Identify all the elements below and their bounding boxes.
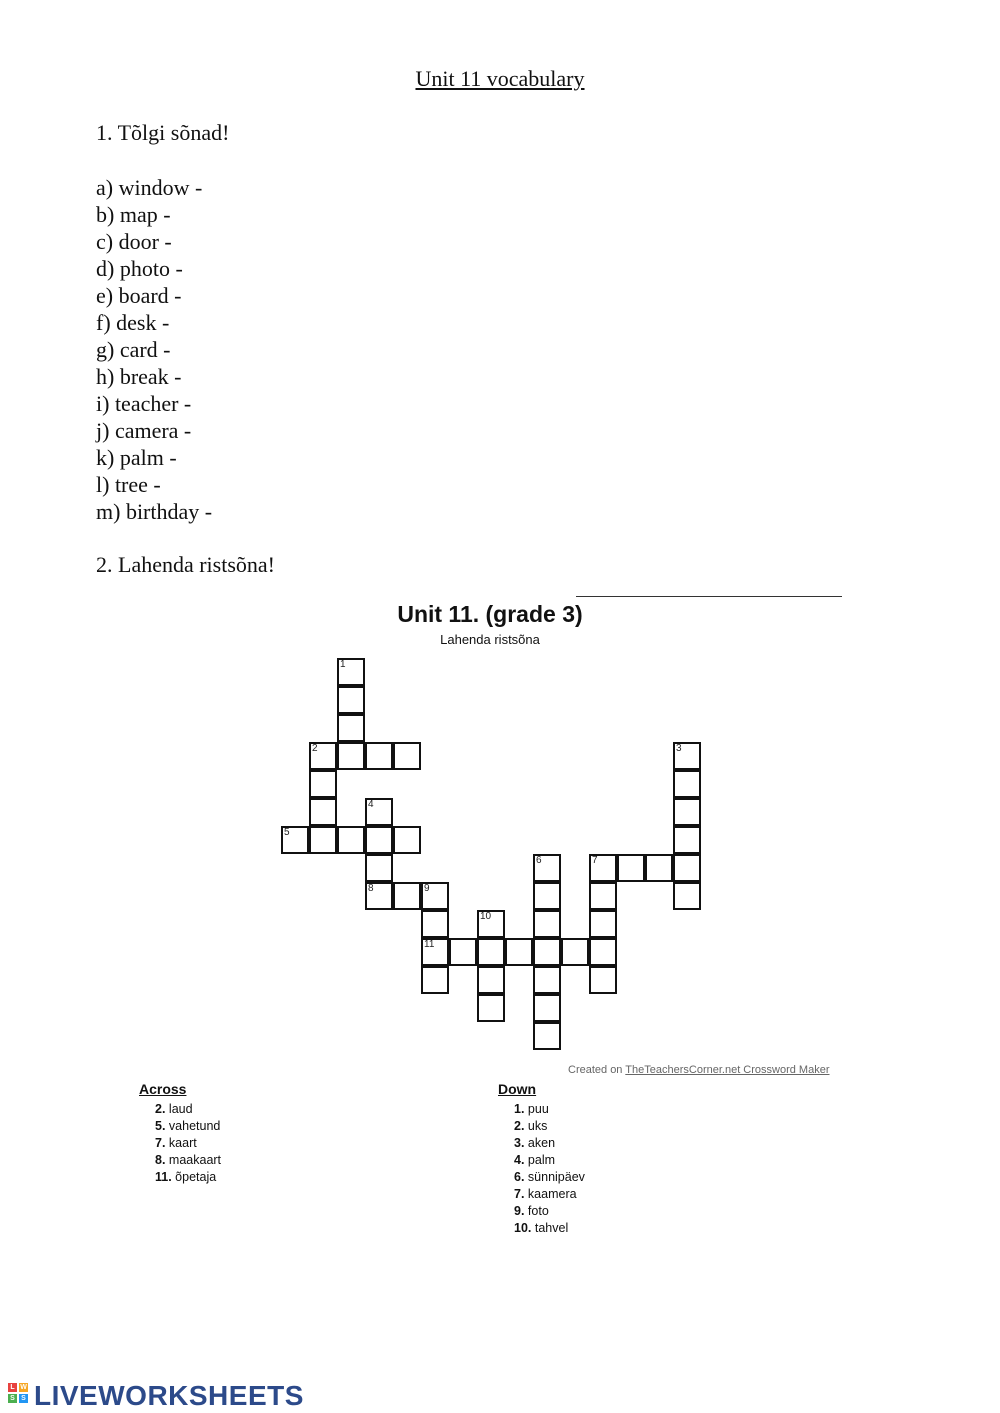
credit-prefix: Created on (568, 1064, 623, 1076)
across-clue (155, 1169, 221, 1186)
credit-link[interactable]: TheTeachersCorner.net Crossword Maker (625, 1064, 830, 1076)
crossword-cell[interactable] (337, 826, 365, 854)
clue-number: 2. (155, 1102, 166, 1116)
vocab-item: g) card - (96, 337, 171, 362)
crossword-title: Unit 11. (grade 3) (397, 601, 583, 627)
logo-letter: S (19, 1394, 28, 1403)
crossword-cell[interactable] (533, 994, 561, 1022)
down-clue (514, 1203, 585, 1220)
down-clue (514, 1220, 585, 1237)
down-clues (498, 1081, 585, 1237)
crossword-cell[interactable] (449, 938, 477, 966)
brand-name: LIVEWORKSHEETS (34, 1380, 304, 1411)
vocab-item: k) palm - (96, 445, 177, 470)
crossword-cell[interactable] (673, 742, 701, 770)
crossword-cell[interactable] (309, 742, 337, 770)
crossword-cell[interactable] (337, 742, 365, 770)
crossword-cell[interactable] (673, 826, 701, 854)
crossword-cell[interactable] (477, 994, 505, 1022)
crossword-cell[interactable] (533, 966, 561, 994)
cell-number: 4 (368, 799, 374, 810)
across-clues (139, 1081, 221, 1186)
across-heading: Across (139, 1081, 187, 1097)
cell-number: 9 (424, 883, 430, 894)
crossword-cell[interactable] (645, 854, 673, 882)
clue-number: 7. (514, 1187, 525, 1201)
vocab-item: c) door - (96, 229, 172, 254)
logo-letter: W (20, 1384, 27, 1391)
cell-number: 6 (536, 855, 542, 866)
answer-line (576, 596, 842, 597)
crossword-cell[interactable] (365, 882, 393, 910)
vocab-item: a) window - (96, 175, 203, 200)
crossword-cell[interactable] (365, 742, 393, 770)
crossword-cell[interactable] (561, 938, 589, 966)
clue-text: maakaart (168, 1153, 222, 1167)
clue-number: 2. (514, 1119, 525, 1133)
crossword-credit (568, 1064, 842, 1076)
cell-number: 11 (424, 939, 435, 950)
clue-text: uks (527, 1119, 548, 1133)
vocab-item: j) camera - (96, 418, 192, 443)
crossword-cell[interactable] (477, 938, 505, 966)
logo-letter: L (8, 1383, 17, 1392)
crossword-cell[interactable] (533, 854, 561, 882)
crossword-cell[interactable] (589, 966, 617, 994)
across-clue (155, 1101, 221, 1118)
clue-text: aken (527, 1136, 556, 1150)
clue-number: 4. (514, 1153, 525, 1167)
clue-text: kaart (168, 1136, 197, 1150)
crossword-cell[interactable] (477, 966, 505, 994)
section2-heading: 2. Lahenda ristsõna! (96, 552, 275, 577)
crossword-cell[interactable] (589, 854, 617, 882)
crossword-cell[interactable] (533, 910, 561, 938)
clue-number: 7. (155, 1136, 166, 1150)
clue-number: 6. (514, 1170, 525, 1184)
crossword-cell[interactable] (673, 854, 701, 882)
crossword-cell[interactable] (673, 882, 701, 910)
crossword-cell[interactable] (365, 826, 393, 854)
down-clue (514, 1186, 585, 1203)
clue-number: 1. (514, 1102, 525, 1116)
across-clue (155, 1135, 221, 1152)
cell-number: 10 (480, 911, 492, 922)
page-title: Unit 11 vocabulary (415, 66, 585, 91)
vocab-item: h) break - (96, 364, 182, 389)
crossword-cell[interactable] (309, 826, 337, 854)
crossword-cell[interactable] (393, 742, 421, 770)
across-clue (155, 1118, 221, 1135)
clue-number: 11. (155, 1170, 172, 1184)
crossword-cell[interactable] (673, 798, 701, 826)
crossword-cell[interactable] (533, 1022, 561, 1050)
vocab-list (96, 174, 212, 525)
down-clue (514, 1101, 585, 1118)
crossword-cell[interactable] (393, 826, 421, 854)
down-heading: Down (498, 1081, 537, 1097)
clue-number: 9. (514, 1204, 525, 1218)
cell-number: 7 (592, 855, 598, 866)
clue-text: kaamera (527, 1187, 577, 1201)
crossword-cell[interactable] (365, 798, 393, 826)
vocab-item: i) teacher - (96, 391, 192, 416)
clue-text: laud (168, 1102, 193, 1116)
crossword-cell[interactable] (309, 770, 337, 798)
crossword-cell[interactable] (421, 966, 449, 994)
crossword-cell[interactable] (309, 798, 337, 826)
crossword-cell[interactable] (365, 854, 393, 882)
clue-text: foto (527, 1204, 549, 1218)
crossword-cell[interactable] (393, 882, 421, 910)
vocab-item: d) photo - (96, 256, 183, 281)
crossword-cell[interactable] (281, 826, 309, 854)
crossword-cell[interactable] (589, 910, 617, 938)
logo-letter: S (8, 1394, 17, 1403)
clue-text: õpetaja (175, 1170, 217, 1184)
clue-number: 8. (155, 1153, 166, 1167)
crossword-cell[interactable] (337, 658, 365, 686)
cell-number: 2 (312, 743, 318, 754)
crossword-subtitle: Lahenda ristsõna (440, 632, 540, 647)
vocab-item: e) board - (96, 283, 182, 308)
clue-number: 3. (514, 1136, 525, 1150)
crossword-cell[interactable] (337, 686, 365, 714)
vocab-item: l) tree - (96, 472, 161, 497)
vocab-item: f) desk - (96, 310, 170, 335)
crossword-cell[interactable] (673, 770, 701, 798)
vocab-item: b) map - (96, 202, 171, 227)
crossword-cell[interactable] (589, 938, 617, 966)
section1-heading: 1. Tõlgi sõnad! (96, 120, 230, 145)
crossword-cell[interactable] (421, 938, 449, 966)
clue-text: sünnipäev (527, 1170, 585, 1184)
across-clue (155, 1152, 221, 1169)
cell-number: 8 (368, 883, 374, 894)
crossword-cell[interactable] (477, 910, 505, 938)
crossword-cell[interactable] (421, 910, 449, 938)
cell-number: 3 (676, 743, 682, 754)
crossword-cell[interactable] (533, 938, 561, 966)
crossword-cell[interactable] (505, 938, 533, 966)
clue-text: palm (527, 1153, 556, 1167)
cell-number: 5 (284, 827, 290, 838)
clue-number: 5. (155, 1119, 166, 1133)
down-clue (514, 1169, 585, 1186)
clue-text: vahetund (168, 1119, 221, 1133)
liveworksheets-logo-icon (8, 1383, 30, 1405)
clue-text: puu (527, 1102, 549, 1116)
crossword-cell[interactable] (421, 882, 449, 910)
crossword-cell[interactable] (337, 714, 365, 742)
down-clue (514, 1135, 585, 1152)
crossword-cell[interactable] (589, 882, 617, 910)
down-clue (514, 1118, 585, 1135)
clue-text: tahvel (534, 1221, 569, 1235)
clue-number: 10. (514, 1221, 532, 1235)
down-clue (514, 1152, 585, 1169)
crossword-cell[interactable] (533, 882, 561, 910)
crossword-cell[interactable] (617, 854, 645, 882)
vocab-item: m) birthday - (96, 499, 213, 524)
cell-number: 1 (340, 659, 346, 670)
